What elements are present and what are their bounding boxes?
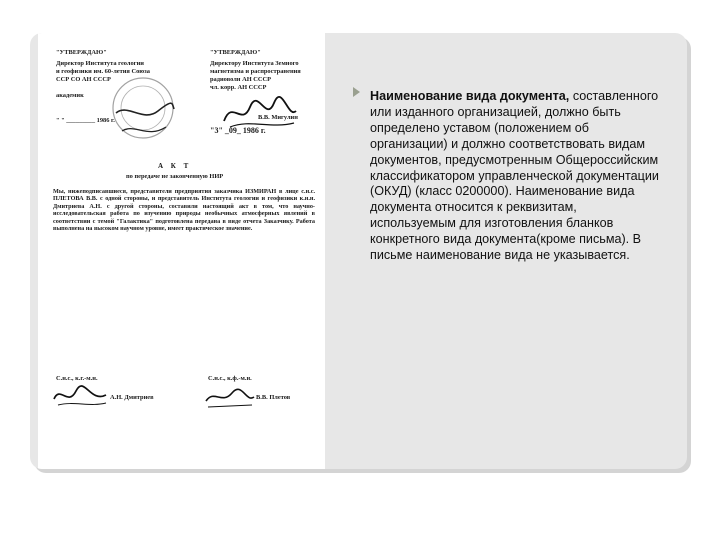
right-line-3: радиоволн АН СССР [210, 76, 272, 83]
act-subtitle: по передаче не законченную НИР [126, 173, 224, 180]
right-stamp: "УТВЕРЖДАЮ" [210, 49, 261, 56]
right-signature [220, 93, 300, 133]
bullet-marker-icon [353, 87, 360, 97]
left-signature [50, 381, 110, 411]
right-name: В.В. Мигулин [258, 114, 298, 121]
content-bold-lead: Наименование вида документа, [370, 89, 570, 103]
round-seal [108, 73, 178, 143]
left-line-4: академик [56, 92, 84, 99]
act-title: А К Т [158, 162, 192, 170]
right-date: "3" _09_ 1986 г. [210, 126, 266, 135]
left-line-1: Директор Института геологии [56, 60, 144, 67]
right-bottom-signature [202, 381, 257, 411]
left-date: " " _________ 1986 г. [56, 117, 115, 124]
sig-left-name: А.Н. Дмитриев [110, 394, 154, 401]
sig-right-name: В.В. Плетов [256, 394, 291, 401]
content-rest: составленного или изданного организацией, должно быть определено уставом (положением об организации) и должно соответствовать видам документов, предусмотренным Общероссийским классификатором управленческой документации (ОКУД) (класс 0200000). Наименование вида документа относится к реквизитам, используемым для изготовления бланков конкретного вида документа(кроме письма). В письме наименование вида не указывается. [370, 89, 659, 263]
left-stamp: "УТВЕРЖДАЮ" [56, 49, 107, 56]
right-line-2: магнетизма и распространения [210, 68, 301, 75]
right-line-4: чл. корр. АН СССР [210, 84, 267, 91]
left-line-2: и геофизики им. 60-летия Союза [56, 68, 150, 75]
sig-right-title: С.н.с., к.ф.-м.н. [208, 375, 252, 382]
act-body: Мы, нижеподписавшиеся, представители предприятия заказчика ИЗМИРАН в лице с.н.с. ПЛЕТОВА В.В. с одной стороны, и представитель Института геологии и геофизики к.н.н. Дмитриева А.Н. с другой стороны, составили настоящий акт в том, что научно-исследовательская работа по изучению природы необычных атмосферных явлений в соответствии с темой "Галактика" подготовлена передана в виде отчета Заказчику. Работа выполнена на высоком научном уровне, имеет практическое значение. [53, 188, 315, 233]
content-paragraph [370, 89, 660, 264]
sig-left-title: С.н.с., к.г.-м.н. [56, 375, 98, 382]
scanned-document [38, 33, 325, 469]
left-line-3: ССР СО АН СССР [56, 76, 111, 83]
right-line-1: Директору Института Земного [210, 60, 299, 67]
